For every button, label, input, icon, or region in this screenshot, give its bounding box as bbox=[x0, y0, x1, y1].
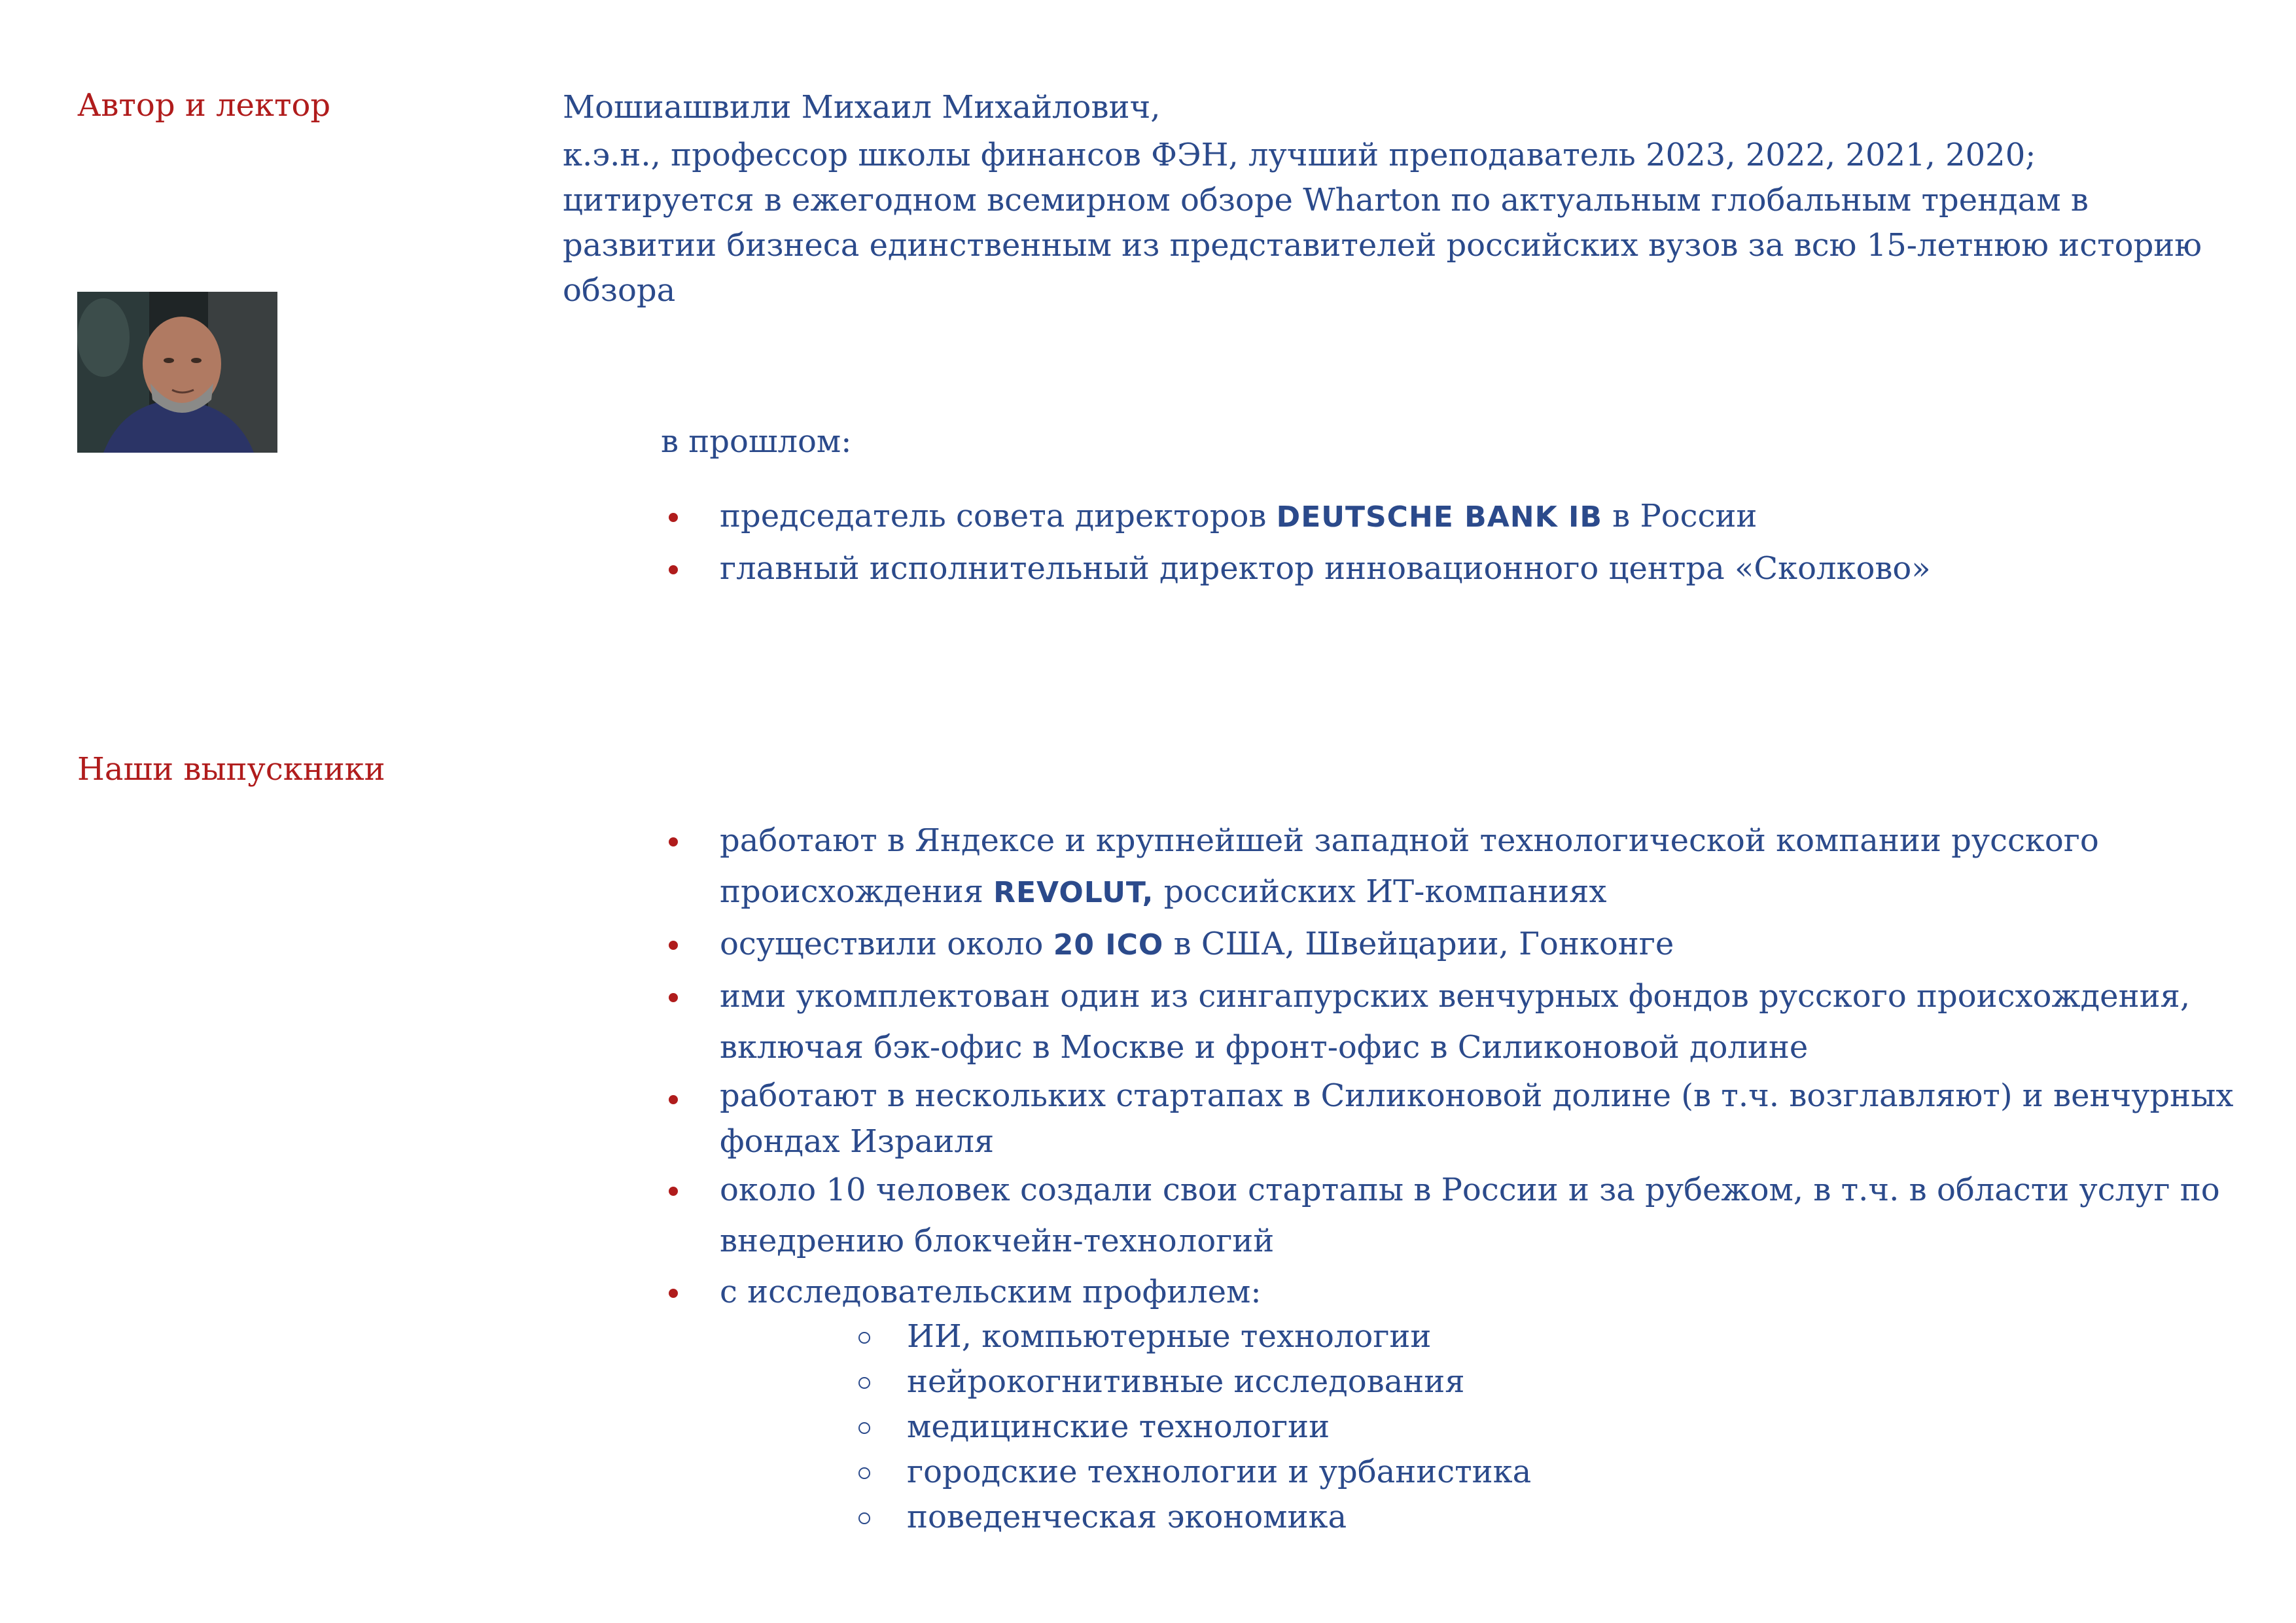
author-photo bbox=[77, 292, 277, 453]
bullet-icon bbox=[669, 837, 678, 846]
list-item: нейрокогнитивные исследования bbox=[851, 1359, 1531, 1405]
list-item: медицинские технологии bbox=[851, 1405, 1531, 1450]
circle-bullet-icon bbox=[858, 1422, 870, 1434]
circle-bullet-icon bbox=[858, 1332, 870, 1344]
list-item: осуществили около 20 ICO в США, Швейцарии, Гонконге bbox=[661, 918, 2244, 971]
bullet-icon bbox=[669, 1095, 678, 1104]
list-item: поведенческая экономика bbox=[851, 1495, 1531, 1540]
bullet-icon bbox=[669, 565, 678, 574]
list-item: работают в Яндексе и крупнейшей западной технологической компании русского происхождения REVOLUT, российских ИТ-компаниях bbox=[661, 815, 2244, 918]
bullet-icon bbox=[669, 941, 678, 950]
emphasis: 10 bbox=[826, 1172, 866, 1208]
list-item: около 10 человек создали свои стартапы в России и за рубежом, в т.ч. в области услуг по внедрению блокчейн-технологий bbox=[661, 1164, 2244, 1266]
list-item: городские технологии и урбанистика bbox=[851, 1450, 1531, 1495]
emphasis: DEUTSCHE BANK IB bbox=[1276, 500, 1602, 534]
list-item: ИИ, компьютерные технологии bbox=[851, 1314, 1531, 1359]
author-bio: к.э.н., профессор школы финансов ФЭН, лучший преподаватель 2023, 2022, 2021, 2020; цитируется в ежегодном всемирном обзоре Wharton по актуальным глобальным трендам в развитии бизнеса единственным из представителей российских вузов за всю 15-летнюю историю обзора bbox=[563, 137, 2202, 309]
bullet-icon bbox=[669, 993, 678, 1002]
past-heading: в прошлом: bbox=[661, 423, 852, 460]
author-name: Мошиашвили Михаил Михайлович, bbox=[563, 89, 1161, 126]
circle-bullet-icon bbox=[858, 1467, 870, 1479]
emphasis: 20 ICO bbox=[1053, 928, 1164, 962]
emphasis: REVOLUT, bbox=[993, 876, 1154, 909]
list-item: председатель совета директоров DEUTSCHE BANK IB в России bbox=[661, 491, 2231, 543]
circle-bullet-icon bbox=[858, 1377, 870, 1389]
past-list bbox=[661, 491, 2231, 594]
circle-bullet-icon bbox=[858, 1512, 870, 1524]
list-item: главный исполнительный директор инновационного центра «Сколково» bbox=[661, 543, 2231, 594]
bullet-icon bbox=[669, 1289, 678, 1298]
graduates-label: Наши выпускники bbox=[77, 751, 385, 788]
list-item: с исследовательским профилем: bbox=[661, 1266, 2244, 1318]
list-item: работают в нескольких стартапах в Силиконовой долине (в т.ч. возглавляют) и венчурных фондах Израиля bbox=[661, 1073, 2244, 1164]
author-info bbox=[563, 82, 2225, 313]
graduates-list bbox=[661, 815, 2244, 1318]
author-label: Автор и лектор bbox=[77, 87, 331, 124]
list-item: ими укомплектован один из сингапурских венчурных фондов русского происхождения, включая бэк-офис в Москве и фронт-офис в Силиконовой долине bbox=[661, 971, 2244, 1073]
bullet-icon bbox=[669, 1187, 678, 1196]
bullet-icon bbox=[669, 513, 678, 522]
research-list bbox=[851, 1314, 1531, 1540]
